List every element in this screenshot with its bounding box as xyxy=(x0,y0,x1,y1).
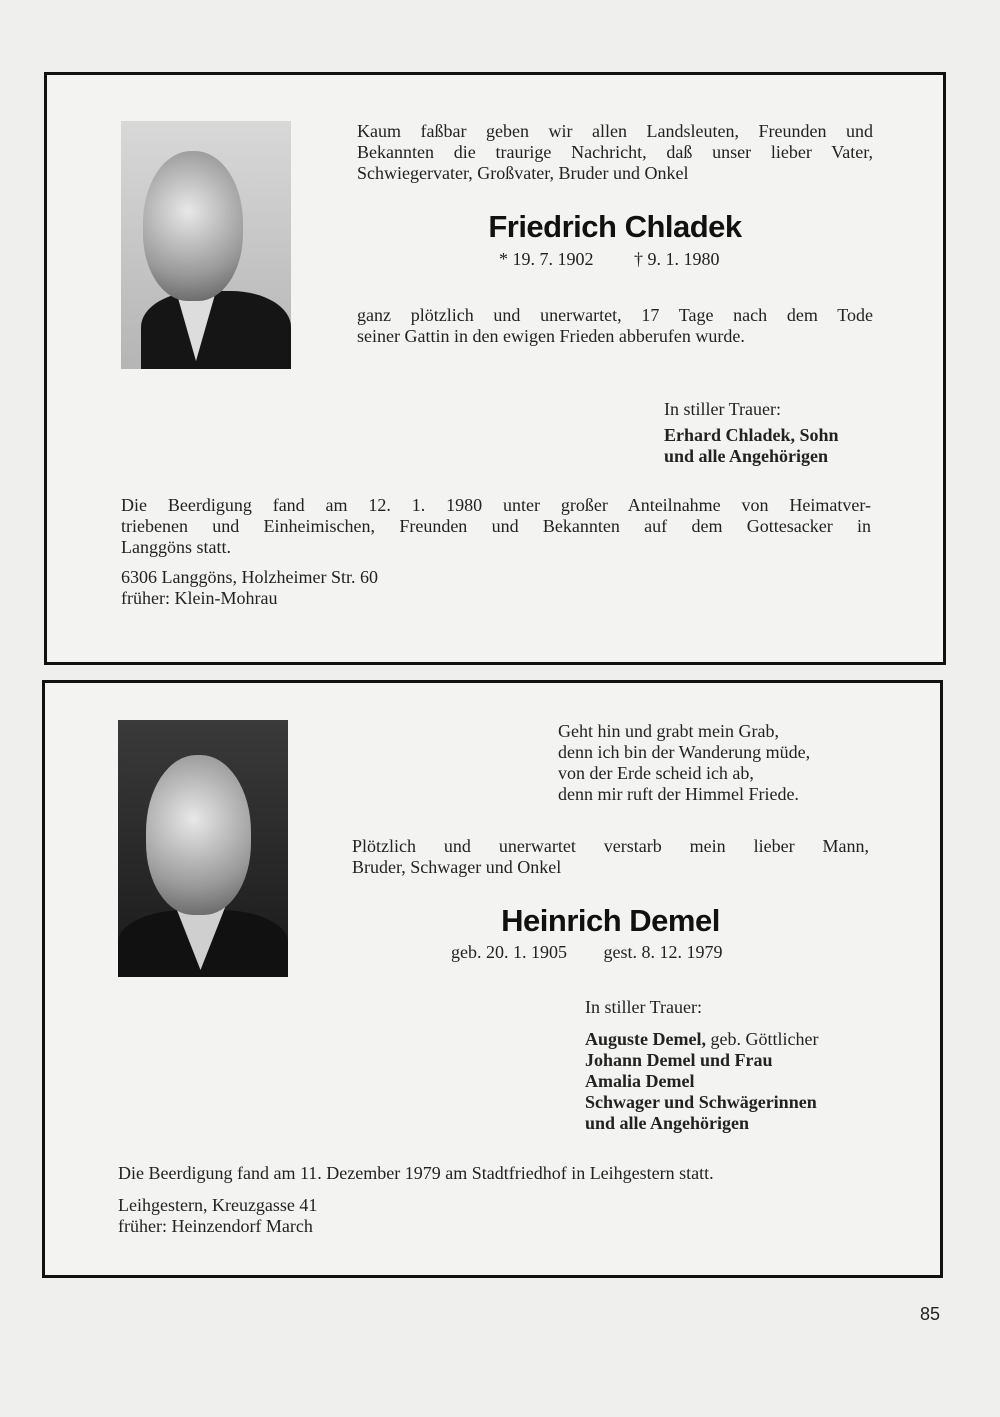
text-line: früher: Klein-Mohrau xyxy=(121,588,278,608)
text-line: seiner Gattin in den ewigen Frieden abberufen wurde. xyxy=(357,326,745,346)
poem-line: Geht hin und grabt mein Grab, xyxy=(558,721,779,741)
obituary-friedrich-chladek xyxy=(44,72,946,665)
death-text xyxy=(357,305,873,347)
poem-line: denn mir ruft der Himmel Friede. xyxy=(558,784,799,804)
death-date: † 9. 1. 1980 xyxy=(634,249,720,269)
intro-text xyxy=(357,121,873,184)
text-line: Kaum faßbar geben wir allen Landsleuten, Freunden und xyxy=(357,121,873,141)
mourning-label: In stiller Trauer: xyxy=(664,399,781,419)
text-line: triebenen und Einheimischen, Freunden und Bekannten auf dem Gottesacker in xyxy=(121,516,871,536)
obituary-heinrich-demel xyxy=(42,680,943,1278)
maiden-name: geb. Göttlicher xyxy=(705,1029,819,1049)
portrait-photo xyxy=(118,720,288,977)
mourner xyxy=(585,1029,818,1050)
text-line: früher: Heinzendorf March xyxy=(118,1216,313,1236)
mourning-label: In stiller Trauer: xyxy=(585,997,702,1017)
text-line: ganz plötzlich und unerwartet, 17 Tage nach dem Tode xyxy=(357,305,873,325)
text-line: Schwiegervater, Großvater, Bruder und Onkel xyxy=(357,163,689,183)
deceased-name: Friedrich Chladek xyxy=(488,209,742,244)
portrait-photo xyxy=(121,121,291,369)
mourners xyxy=(664,425,839,467)
poem-line: von der Erde scheid ich ab, xyxy=(558,763,754,783)
life-dates xyxy=(499,249,720,270)
poem xyxy=(558,721,810,805)
text-line: Plötzlich und unerwartet verstarb mein lieber Mann, xyxy=(352,836,869,856)
mourners xyxy=(585,1029,818,1134)
life-dates xyxy=(451,942,723,963)
mourner-name: Auguste Demel, xyxy=(585,1029,706,1049)
mourner: und alle Angehörigen xyxy=(585,1113,750,1133)
text-line: Bekannten die traurige Nachricht, daß unser lieber Vater, xyxy=(357,142,873,162)
text-line: Leihgestern, Kreuzgasse 41 xyxy=(118,1195,318,1215)
text-line: Bruder, Schwager und Onkel xyxy=(352,857,562,877)
mourner: und alle Angehörigen xyxy=(664,446,829,466)
funeral-text xyxy=(121,495,871,558)
death-date: gest. 8. 12. 1979 xyxy=(603,942,723,962)
address xyxy=(118,1195,317,1237)
intro-text xyxy=(352,836,869,878)
page-number: 85 xyxy=(920,1304,941,1324)
mourner: Johann Demel und Frau xyxy=(585,1050,773,1070)
birth-date: * 19. 7. 1902 xyxy=(499,249,594,269)
mourner: Schwager und Schwägerinnen xyxy=(585,1092,817,1112)
address xyxy=(121,567,378,609)
deceased-name: Heinrich Demel xyxy=(501,903,720,938)
poem-line: denn ich bin der Wanderung müde, xyxy=(558,742,811,762)
text-line: Langgöns statt. xyxy=(121,537,231,557)
mourner: Erhard Chladek, Sohn xyxy=(664,425,839,445)
funeral-text: Die Beerdigung fand am 11. Dezember 1979 am Stadtfriedhof in Leihgestern statt. xyxy=(118,1163,714,1183)
mourner: Amalia Demel xyxy=(585,1071,695,1091)
text-line: Die Beerdigung fand am 12. 1. 1980 unter großer Anteilnahme von Heimatver- xyxy=(121,495,871,515)
text-line: 6306 Langgöns, Holzheimer Str. 60 xyxy=(121,567,378,587)
birth-date: geb. 20. 1. 1905 xyxy=(451,942,567,962)
